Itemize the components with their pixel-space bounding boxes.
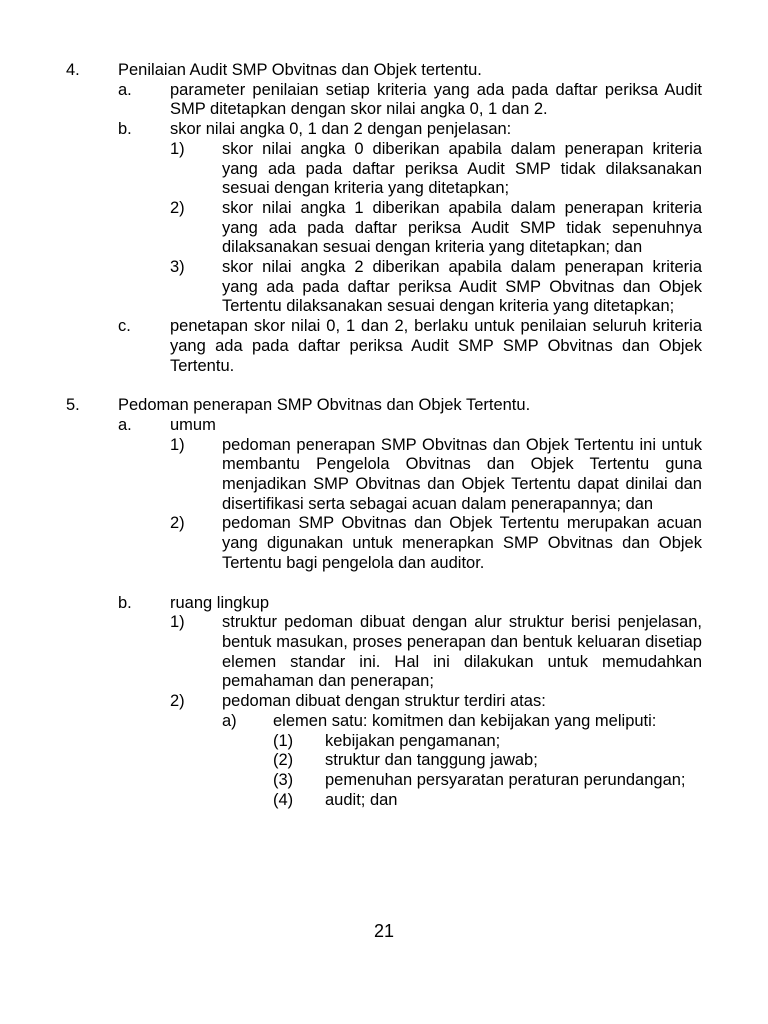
section-number: 5. xyxy=(66,396,80,415)
element-number: (2) xyxy=(273,751,294,770)
subitem-text: skor nilai angka 2 diberikan apabila dalam penerapan kriteria yang ada pada daftar periksa Audit SMP Obvitnas dan Objek Tertentu dilaksanakan sesuai dengan kriteria yang ditetapkan; xyxy=(222,258,702,316)
section-5-b-1 xyxy=(0,613,768,692)
subitem-number: 3) xyxy=(170,258,185,277)
section-5 xyxy=(0,396,768,416)
section-heading: Penilaian Audit SMP Obvitnas dan Objek tertentu. xyxy=(118,61,482,79)
section-5-a-1 xyxy=(0,436,768,515)
item-letter: a. xyxy=(118,415,132,434)
spacer xyxy=(0,574,768,594)
subsubitem-letter: a) xyxy=(222,711,237,730)
subitem-text: pedoman penerapan SMP Obvitnas dan Objek Tertentu ini untuk membantu Pengelola Obvitnas dan Objek Tertentu guna menjadikan SMP Obvitnas dan Objek Tertentu dapat dinilai dan disertifikasi serta sebagai acuan dalam penerapannya; dan xyxy=(222,435,702,513)
element-text: audit; dan xyxy=(325,790,398,809)
element-number: (3) xyxy=(273,770,294,789)
document-page xyxy=(0,61,768,810)
section-4-item-a xyxy=(0,81,768,120)
item-letter: b. xyxy=(118,593,132,612)
section-5-item-a xyxy=(0,416,768,436)
subitem-number: 2) xyxy=(170,514,185,533)
item-text: parameter penilaian setiap kriteria yang ada pada daftar periksa Audit SMP ditetapkan dengan skor nilai angka 0, 1 dan 2. xyxy=(170,80,702,119)
subitem-text: struktur pedoman dibuat dengan alur struktur berisi penjelasan, bentuk masukan, proses penerapan dan bentuk keluaran disetiap elemen standar ini. Hal ini dilakukan untuk memudahkan pemahaman dan penerapan; xyxy=(222,613,702,691)
section-heading: Pedoman penerapan SMP Obvitnas dan Objek Tertentu. xyxy=(118,396,531,415)
element-number: (1) xyxy=(273,731,294,750)
element-item-3 xyxy=(0,771,768,791)
item-letter: c. xyxy=(118,317,131,336)
item-text: ruang lingkup xyxy=(170,593,270,612)
element-item-1 xyxy=(0,732,768,752)
element-text: kebijakan pengamanan; xyxy=(325,731,501,750)
section-number: 4. xyxy=(66,61,80,79)
element-number: (4) xyxy=(273,790,294,809)
page-number: 21 xyxy=(373,921,395,941)
section-5-a-2 xyxy=(0,514,768,573)
item-letter: a. xyxy=(118,80,132,99)
section-4 xyxy=(0,61,768,81)
subitem-number: 1) xyxy=(170,613,185,632)
section-5-b-2 xyxy=(0,692,768,712)
section-4-item-c xyxy=(0,317,768,376)
subitem-text: pedoman dibuat dengan struktur terdiri atas: xyxy=(222,692,546,711)
subitem-text: skor nilai angka 0 diberikan apabila dalam penerapan kriteria yang ada pada daftar periksa Audit SMP tidak dilaksanakan sesuai dengan kriteria yang ditetapkan; xyxy=(222,139,702,198)
spacer xyxy=(0,376,768,396)
section-4-b-2 xyxy=(0,199,768,258)
element-item-2 xyxy=(0,751,768,771)
item-text: penetapan skor nilai 0, 1 dan 2, berlaku untuk penilaian seluruh kriteria yang ada pada daftar periksa Audit SMP SMP Obvitnas dan Objek Tertentu. xyxy=(170,317,702,375)
section-5-item-b xyxy=(0,594,768,614)
subitem-number: 1) xyxy=(170,435,185,454)
item-text: umum xyxy=(170,415,216,434)
element-text: struktur dan tanggung jawab; xyxy=(325,751,538,770)
section-4-item-b xyxy=(0,120,768,140)
element-item-4 xyxy=(0,791,768,811)
element-text: pemenuhan persyaratan peraturan perundangan; xyxy=(325,770,686,789)
subitem-number: 2) xyxy=(170,692,185,711)
subitem-text: pedoman SMP Obvitnas dan Objek Tertentu merupakan acuan yang digunakan untuk menerapkan SMP Obvitnas dan Objek Tertentu bagi pengelola dan auditor. xyxy=(222,514,702,572)
subsubitem-text: elemen satu: komitmen dan kebijakan yang meliputi: xyxy=(273,711,657,730)
section-4-b-1 xyxy=(0,140,768,199)
subitem-text: skor nilai angka 1 diberikan apabila dalam penerapan kriteria yang ada pada daftar periksa Audit SMP tidak sepenuhnya dilaksanakan sesuai dengan kriteria yang ditetapkan; dan xyxy=(222,198,702,257)
item-text: skor nilai angka 0, 1 dan 2 dengan penjelasan: xyxy=(170,120,512,139)
section-5-b-2-a xyxy=(0,712,768,732)
item-letter: b. xyxy=(118,120,132,139)
subitem-number: 2) xyxy=(170,198,185,217)
subitem-number: 1) xyxy=(170,139,185,158)
section-4-b-3 xyxy=(0,258,768,317)
